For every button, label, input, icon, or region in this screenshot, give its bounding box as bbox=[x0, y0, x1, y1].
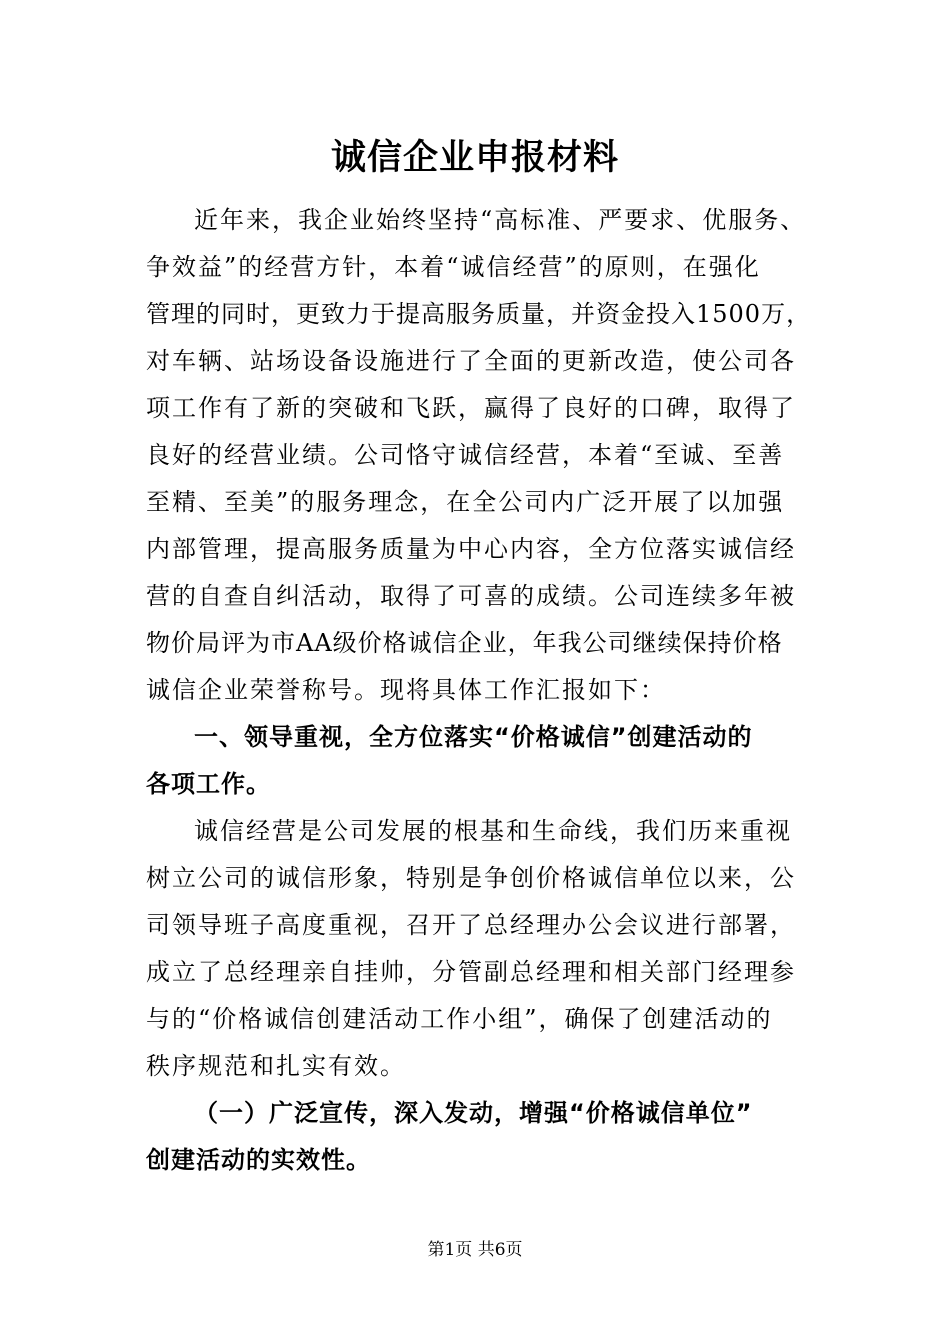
paragraph-line: 秩序规范和扎实有效。 bbox=[146, 1052, 406, 1080]
paragraph-line: 成立了总经理亲自挂帅，分管副总经理和相关部门经理参 bbox=[146, 958, 796, 986]
paragraph-line: 与的“价格诚信创建活动工作小组”，确保了创建活动的 bbox=[146, 1005, 773, 1033]
paragraph-line: 物价局评为市AA级价格诚信企业，年我公司继续保持价格 bbox=[146, 629, 783, 657]
paragraph-line: 项工作有了新的突破和飞跃，赢得了良好的口碑，取得了 bbox=[146, 394, 796, 422]
paragraph-line: 司领导班子高度重视，召开了总经理办公会议进行部署， bbox=[146, 911, 796, 939]
paragraph-line: 诚信企业荣誉称号。现将具体工作汇报如下： bbox=[146, 676, 666, 704]
subsection-heading-line: （一）广泛宣传，深入发动，增强“价格诚信单位” bbox=[194, 1099, 753, 1127]
section-heading-line: 各项工作。 bbox=[146, 770, 271, 798]
paragraph-line: 至精、至美”的服务理念，在全公司内广泛开展了以加强 bbox=[146, 488, 785, 516]
paragraph-line: 近年来，我企业始终坚持“高标准、严要求、优服务、 bbox=[194, 206, 807, 234]
section-heading-line: 一、领导重视，全方位落实“价格诚信”创建活动的 bbox=[194, 723, 753, 751]
paragraph-line: 营的自查自纠活动，取得了可喜的成绩。公司连续多年被 bbox=[146, 582, 796, 610]
paragraph-line: 管理的同时，更致力于提高服务质量，并资金投入1500万， bbox=[146, 300, 812, 328]
paragraph-line: 树立公司的诚信形象，特别是争创价格诚信单位以来，公 bbox=[146, 864, 796, 892]
paragraph-line: 争效益”的经营方针，本着“诚信经营”的原则，在强化 bbox=[146, 253, 761, 281]
document-title: 诚信企业申报材料 bbox=[330, 137, 619, 178]
page-footer: 第1页 共6页 bbox=[427, 1240, 523, 1260]
paragraph-line: 内部管理，提高服务质量为中心内容，全方位落实诚信经 bbox=[146, 535, 796, 563]
paragraph-line: 良好的经营业绩。公司恪守诚信经营，本着“至诚、至善 bbox=[146, 441, 785, 469]
paragraph-line: 诚信经营是公司发展的根基和生命线，我们历来重视 bbox=[194, 817, 792, 845]
paragraph-line: 对车辆、站场设备设施进行了全面的更新改造，使公司各 bbox=[146, 347, 796, 375]
subsection-heading-line: 创建活动的实效性。 bbox=[146, 1146, 371, 1174]
